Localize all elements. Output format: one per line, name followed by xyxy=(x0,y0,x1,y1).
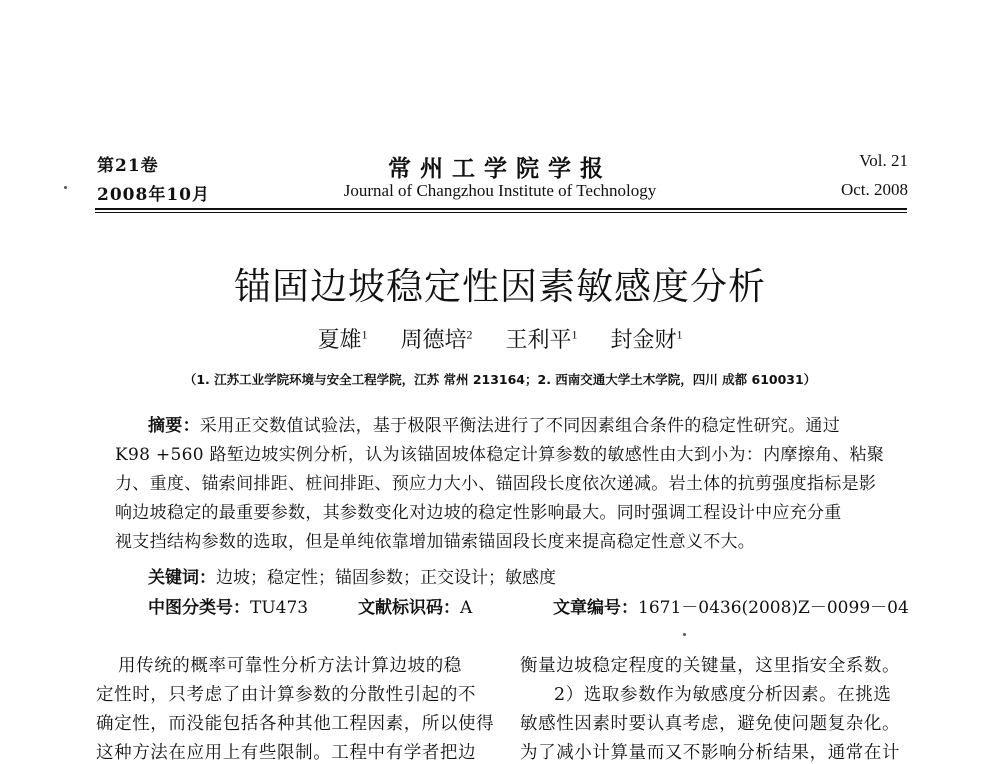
author-affil-mark: 2 xyxy=(466,327,473,342)
abstract-line xyxy=(148,416,890,436)
body-right-line: 衡量边坡稳定程度的关键量，这里指安全系数。 xyxy=(520,656,901,676)
author-name: 王利平 xyxy=(505,328,572,353)
abstract-line: 视支挡结构参数的选取，但是单纯依靠增加锚索锚固段长度来提高稳定性意义不大。 xyxy=(115,532,756,552)
author-name: 夏雄 xyxy=(317,328,362,353)
keywords-label: 关键词： xyxy=(148,568,216,588)
author-affil-mark: 1 xyxy=(571,327,578,342)
author-item xyxy=(317,328,367,353)
body-left-line: 这种方法在应用上有些限制。工程中有学者把边 xyxy=(96,743,477,763)
keywords-text: 边坡；稳定性；锚固参数；正交设计；敏感度 xyxy=(216,568,556,588)
scan-speck xyxy=(64,186,67,189)
body-right-line: 为了减小计算量而又不影响分析结果，通常在计 xyxy=(520,743,901,763)
article-value: 1671－0436(2008)Z－0099－04 xyxy=(638,598,909,618)
doc-code-value: A xyxy=(460,598,473,618)
abstract-line: 力、重度、锚索间排距、桩间排距、预应力大小、锚固段长度依次递减。岩土体的抗剪强度指标是影 xyxy=(115,474,877,494)
abstract-line: 响边坡稳定的最重要参数，其参数变化对边坡的稳定性影响最大。同时强调工程设计中应充分重 xyxy=(115,503,842,523)
author-affil-mark: 1 xyxy=(676,327,683,342)
author-item xyxy=(506,328,578,353)
author-affil-mark: 1 xyxy=(361,327,368,342)
body-left-line: 确定性，而没能包括各种其他工程因素，所以使得 xyxy=(96,714,495,734)
journal-name-en: Journal of Changzhou Institute of Technology xyxy=(343,181,657,200)
header-rule-bottom xyxy=(95,212,907,213)
paper-title: 锚固边坡稳定性因素敏感度分析 xyxy=(234,265,766,308)
author-list xyxy=(0,323,1000,354)
header-rule-top xyxy=(95,208,907,210)
author-name: 封金财 xyxy=(610,328,677,353)
document-code xyxy=(358,593,472,618)
volume-label: 第21卷 xyxy=(97,156,159,176)
abstract-label: 摘要： xyxy=(148,416,200,436)
affiliations: （1. 江苏工业学院环境与安全工程学院，江苏 常州 213164；2. 西南交通大学土木学院，四川 成都 610031） xyxy=(183,372,817,387)
author-name: 周德培 xyxy=(400,328,467,353)
abstract-line: K98 +560 路堑边坡实例分析，认为该锚固坡体稳定计算参数的敏感性由大到小为：内摩擦角、粘聚 xyxy=(115,445,885,465)
scan-speck xyxy=(683,633,686,636)
author-item xyxy=(611,328,683,353)
issue-date-cn: 2008年10月 xyxy=(97,185,210,205)
journal-name-cn: 常州工学院学报 xyxy=(388,155,612,182)
body-left-line: 定性时，只考虑了由计算参数的分散性引起的不 xyxy=(96,685,477,705)
body-right-line: 2）选取参数作为敏感度分析因素。在挑选 xyxy=(554,685,892,705)
clc-label: 中图分类号： xyxy=(148,598,250,618)
doc-code-label: 文献标识码： xyxy=(358,598,460,618)
article-number xyxy=(553,593,909,618)
article-label: 文章编号： xyxy=(553,598,638,618)
volume-label-en: Vol. 21 xyxy=(859,151,908,170)
keywords xyxy=(148,563,556,588)
clc-value: TU473 xyxy=(250,598,309,618)
abstract-text: 采用正交数值试验法，基于极限平衡法进行了不同因素组合条件的稳定性研究。通过 xyxy=(199,416,841,436)
author-item xyxy=(400,328,472,353)
body-left-line: 用传统的概率可靠性分析方法计算边坡的稳 xyxy=(118,656,462,676)
issue-date-en: Oct. 2008 xyxy=(840,180,908,199)
clc-number xyxy=(148,593,308,618)
body-right-line: 敏感性因素时要认真考虑，避免使问题复杂化。 xyxy=(520,714,901,734)
